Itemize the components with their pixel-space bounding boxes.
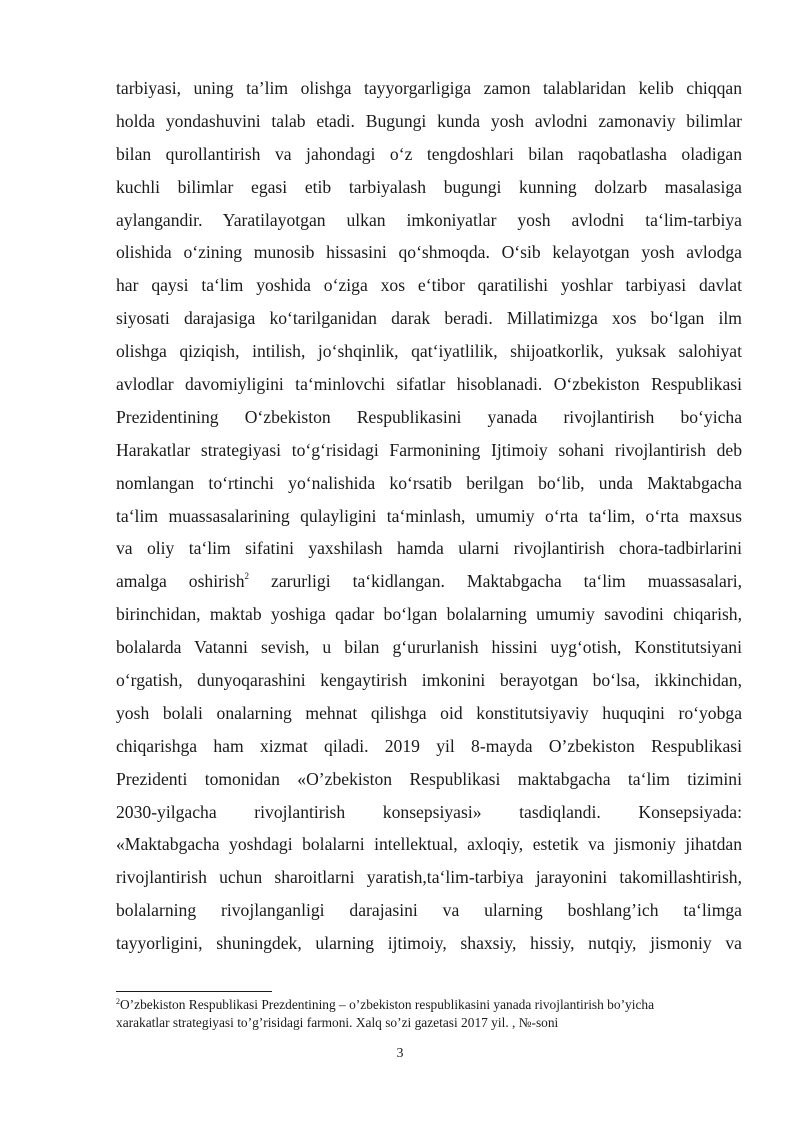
text-line: tarbiyasi, uning ta’lim olishga tayyorgarligiga zamon talablaridan kelib chiqqan	[116, 78, 742, 98]
text-line: holda yondashuvini talab etadi. Bugungi kunda yosh avlodni zamonaviy bilimlar	[116, 110, 742, 131]
footnote-text: O’zbekiston Respublikasi Prezdentining – o’zbekiston respublikasini yanada rivojlantirish bo’yicha	[120, 997, 655, 1012]
page-number: 3	[396, 1046, 404, 1061]
text-line: har qaysi ta‘lim yoshida o‘ziga xos e‘tibor qaratilishi yoshlar tarbiyasi davlat	[116, 275, 742, 296]
text-line: siyosati darajasiga ko‘tarilganidan darak beradi. Millatimizga xos bo‘lgan ilm	[116, 308, 742, 329]
text-line: aylangandir. Yaratilayotgan ulkan imkoniyatlar yosh avlodni ta‘lim-tarbiya	[116, 209, 742, 230]
text-line: olishga qiziqish, intilish, jo‘shqinlik, qat‘iyatlilik, shijoatkorlik, yuksak salohiyat	[116, 341, 742, 362]
text-line: o‘rgatish, dunyoqarashini kengaytirish imkonini berayotgan bo‘lsa, ikkinchidan,	[116, 670, 742, 691]
text-line: Prezidenti tomonidan «O’zbekiston Respublikasi maktabgacha ta‘lim tizimini	[116, 768, 742, 789]
text-line: yosh bolali onalarning mehnat qilishga oid konstitutsiyaviy huquqini ro‘yobga	[116, 702, 742, 723]
footnote-line	[116, 996, 736, 1014]
footnote	[116, 996, 736, 1031]
text-line: chiqarishga ham xizmat qiladi. 2019 yil 8-mayda O’zbekiston Respublikasi	[116, 735, 742, 756]
text-line: olishida o‘zining munosib hissasini qo‘shmoqda. O‘sib kelayotgan yosh avlodga	[116, 242, 742, 263]
text-line: va oliy ta‘lim sifatini yaxshilash hamda ularni rivojlantirish chora-tadbirlarini	[116, 538, 742, 559]
text-line: tayyorligini, shuningdek, ularning ijtimoiy, shaxsiy, hissiy, nutqiy, jismoniy va	[116, 933, 742, 954]
text-line: birinchidan, maktab yoshiga qadar bo‘lgan bolalarning umumiy savodini chiqarish,	[116, 604, 742, 625]
text-line: nomlangan to‘rtinchi yo‘nalishida ko‘rsatib berilgan bo‘lib, unda Maktabgacha	[116, 472, 742, 493]
text-line: bilan qurollantirish va jahondagi o‘z tengdoshlari bilan raqobatlasha oladigan	[116, 143, 742, 164]
text-line: Harakatlar strategiyasi to‘g‘risidagi Farmonining Ijtimoiy sohani rivojlantirish deb	[116, 439, 742, 460]
text-line-with-footnote-ref	[116, 565, 742, 598]
footnote-reference[interactable]: 2	[244, 571, 250, 582]
footnote-separator	[116, 991, 272, 992]
text-line: avlodlar davomiyligini ta‘minlovchi sifatlar hisoblanadi. O‘zbekiston Respublikasi	[116, 374, 742, 395]
footnote-line: xarakatlar strategiyasi to’g’risidagi farmoni. Xalq so’zi gazetasi 2017 yil. , №-soni	[116, 1014, 559, 1030]
text-line: «Maktabgacha yoshdagi bolalarni intellektual, axloqiy, estetik va jismoniy jihatdan	[116, 834, 742, 855]
text-fragment: amalga oshirish	[116, 571, 245, 592]
text-line: Prezidentining O‘zbekiston Respublikasini yanada rivojlantirish bo‘yicha	[116, 406, 742, 427]
text-line: bolalarda Vatanni sevish, u bilan g‘ururlanish hissini uyg‘otish, Konstitutsiyani	[116, 637, 742, 658]
text-line: kuchli bilimlar egasi etib tarbiyalash bugungi kunning dolzarb masalasiga	[116, 176, 742, 197]
text-fragment: zarurligi ta‘kidlangan. Maktabgacha ta‘lim muassasalari,	[249, 571, 742, 592]
text-line: 2030-yilgacha rivojlantirish konsepsiyasi» tasdiqlandi. Konsepsiyada:	[116, 801, 742, 822]
text-line: bolalarning rivojlanganligi darajasini va ularning boshlang’ich ta‘limga	[116, 900, 742, 921]
footnote-marker: 2	[116, 997, 120, 1006]
body-text	[116, 72, 742, 960]
text-line: ta‘lim muassasalarining qulayligini ta‘minlash, umumiy o‘rta ta‘lim, o‘rta maxsus	[116, 505, 742, 526]
text-line: rivojlantirish uchun sharoitlarni yaratish,ta‘lim-tarbiya jarayonini takomillashtirish,	[116, 867, 742, 888]
